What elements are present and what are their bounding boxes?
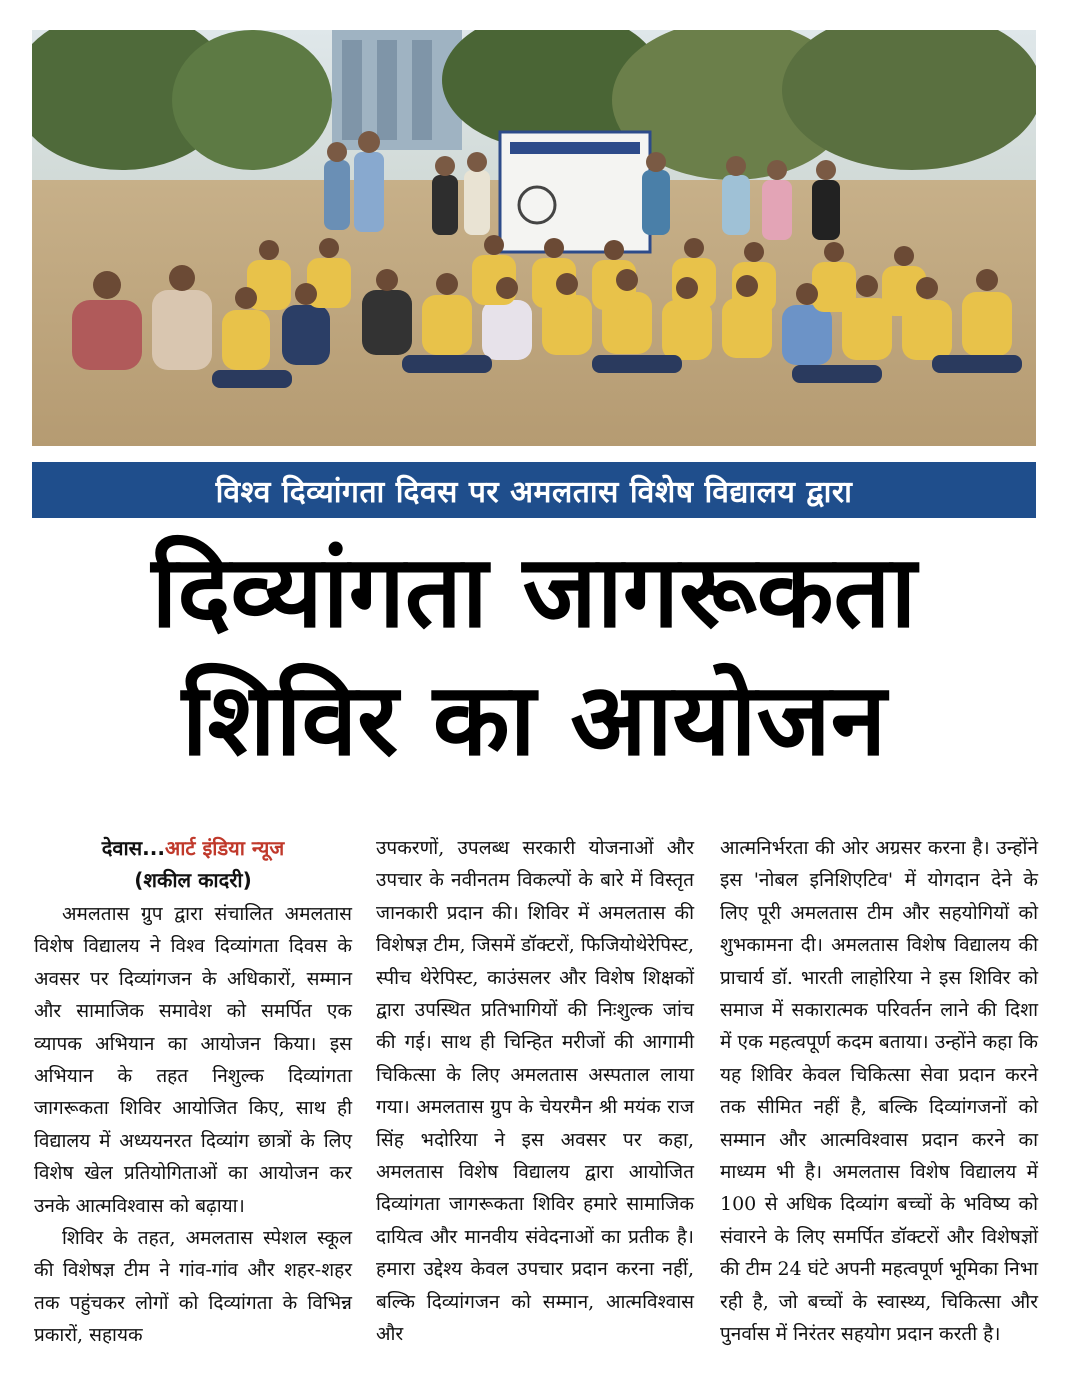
article-column-3 (720, 832, 1038, 1351)
headline-line-1: दिव्यांगता जागरूकता (151, 533, 917, 650)
dateline-agency: आर्ट इंडिया न्यूज (164, 836, 285, 860)
headline-line-2: शिविर का आयोजन (181, 661, 887, 778)
news-photo (32, 30, 1036, 446)
article-paragraph: अमलतास ग्रुप द्वारा संचालित अमलतास विशेष विद्यालय ने विश्व दिव्यांगता दिवस के अवसर पर दिव्यांगजन के अधिकारों, सम्मान और सामाजिक समावेश को समर्पित एक व्यापक अभियान का आयोजन किया। इस अभियान के तहत निशुल्क दिव्यांगता जागरूकता शिविर आयोजित किए, साथ ही विद्यालय में अध्ययनरत दिव्यांग छात्रों के लिए विशेष खेल प्रतियोगिताओं का आयोजन कर उनके आत्मविश्वास को बढ़ाया। (34, 903, 352, 1217)
dateline (34, 832, 352, 864)
article-paragraph: शिविर के तहत, अमलतास स्पेशल स्कूल की विशेषज्ञ टीम ने गांव-गांव और शहर-शहर तक पहुंचकर लोगों को दिव्यांगता के विभिन्न प्रकारों, सहायक (34, 1227, 352, 1347)
group-photo-illustration (32, 30, 1036, 446)
byline: (शकील कादरी) (134, 868, 252, 892)
article-column-1 (34, 832, 352, 1352)
headline (32, 528, 1036, 784)
article-column-2 (376, 832, 694, 1351)
kicker-text: विश्व दिव्यांगता दिवस पर अमलतास विशेष विद्यालय द्वारा (215, 474, 853, 510)
article-paragraph: आत्मनिर्भरता की ओर अग्रसर करना है। उन्होंने इस 'नोबल इनिशिएटिव' में योगदान देने के लिए पूरी अमलतास टीम और सहयोगियों को शुभकामना दी। अमलतास विशेष विद्यालय की प्राचार्य डॉ. भारती लाहोरिया ने इस शिविर को समाज में सकारात्मक परिवर्तन लाने की दिशा में एक महत्वपूर्ण कदम बताया। उन्होंने कहा कि यह शिविर केवल चिकित्सा सेवा प्रदान करने तक सीमित नहीं है, बल्कि दिव्यांगजनों को सम्मान और आत्मविश्वास प्रदान करने का माध्यम भी है। अमलतास विशेष विद्यालय में 100 से अधिक दिव्यांग बच्चों के भविष्य को संवारने के लिए समर्पित डॉक्टरों और विशेषज्ञों की टीम 24 घंटे अपनी महत्वपूर्ण भूमिका निभा रही है, जो बच्चों के स्वास्थ्य, चिकित्सा और पुनर्वास में निरंतर सहयोग प्रदान करती है। (720, 837, 1038, 1346)
kicker-band (32, 462, 1036, 518)
article-paragraph: उपकरणों, उपलब्ध सरकारी योजनाओं और उपचार के नवीनतम विकल्पों के बारे में विस्तृत जानकारी प्रदान की। शिविर में अमलतास की विशेषज्ञ टीम, जिसमें डॉक्टरों, फिजियोथेरेपिस्ट, स्पीच थेरेपिस्ट, काउंसलर और विशेष शिक्षकों द्वारा उपस्थित प्रतिभागियों की निःशुल्क जांच की गई। साथ ही चिन्हित मरीजों की आगामी चिकित्सा के लिए अमलतास अस्पताल लाया गया। अमलतास ग्रुप के चेयरमैन श्री मयंक राज सिंह भदोरिया ने इस अवसर पर कहा, अमलतास विशेष विद्यालय द्वारा आयोजित दिव्यांगता जागरूकता शिविर हमारे सामाजिक दायित्व और मानवीय संवेदनाओं का प्रतीक है। हमारा उद्देश्य केवल उपचार प्रदान करना नहीं, बल्कि दिव्यांगजन को सम्मान, आत्मविश्वास और (376, 837, 694, 1346)
dateline-place: देवास... (101, 836, 165, 860)
